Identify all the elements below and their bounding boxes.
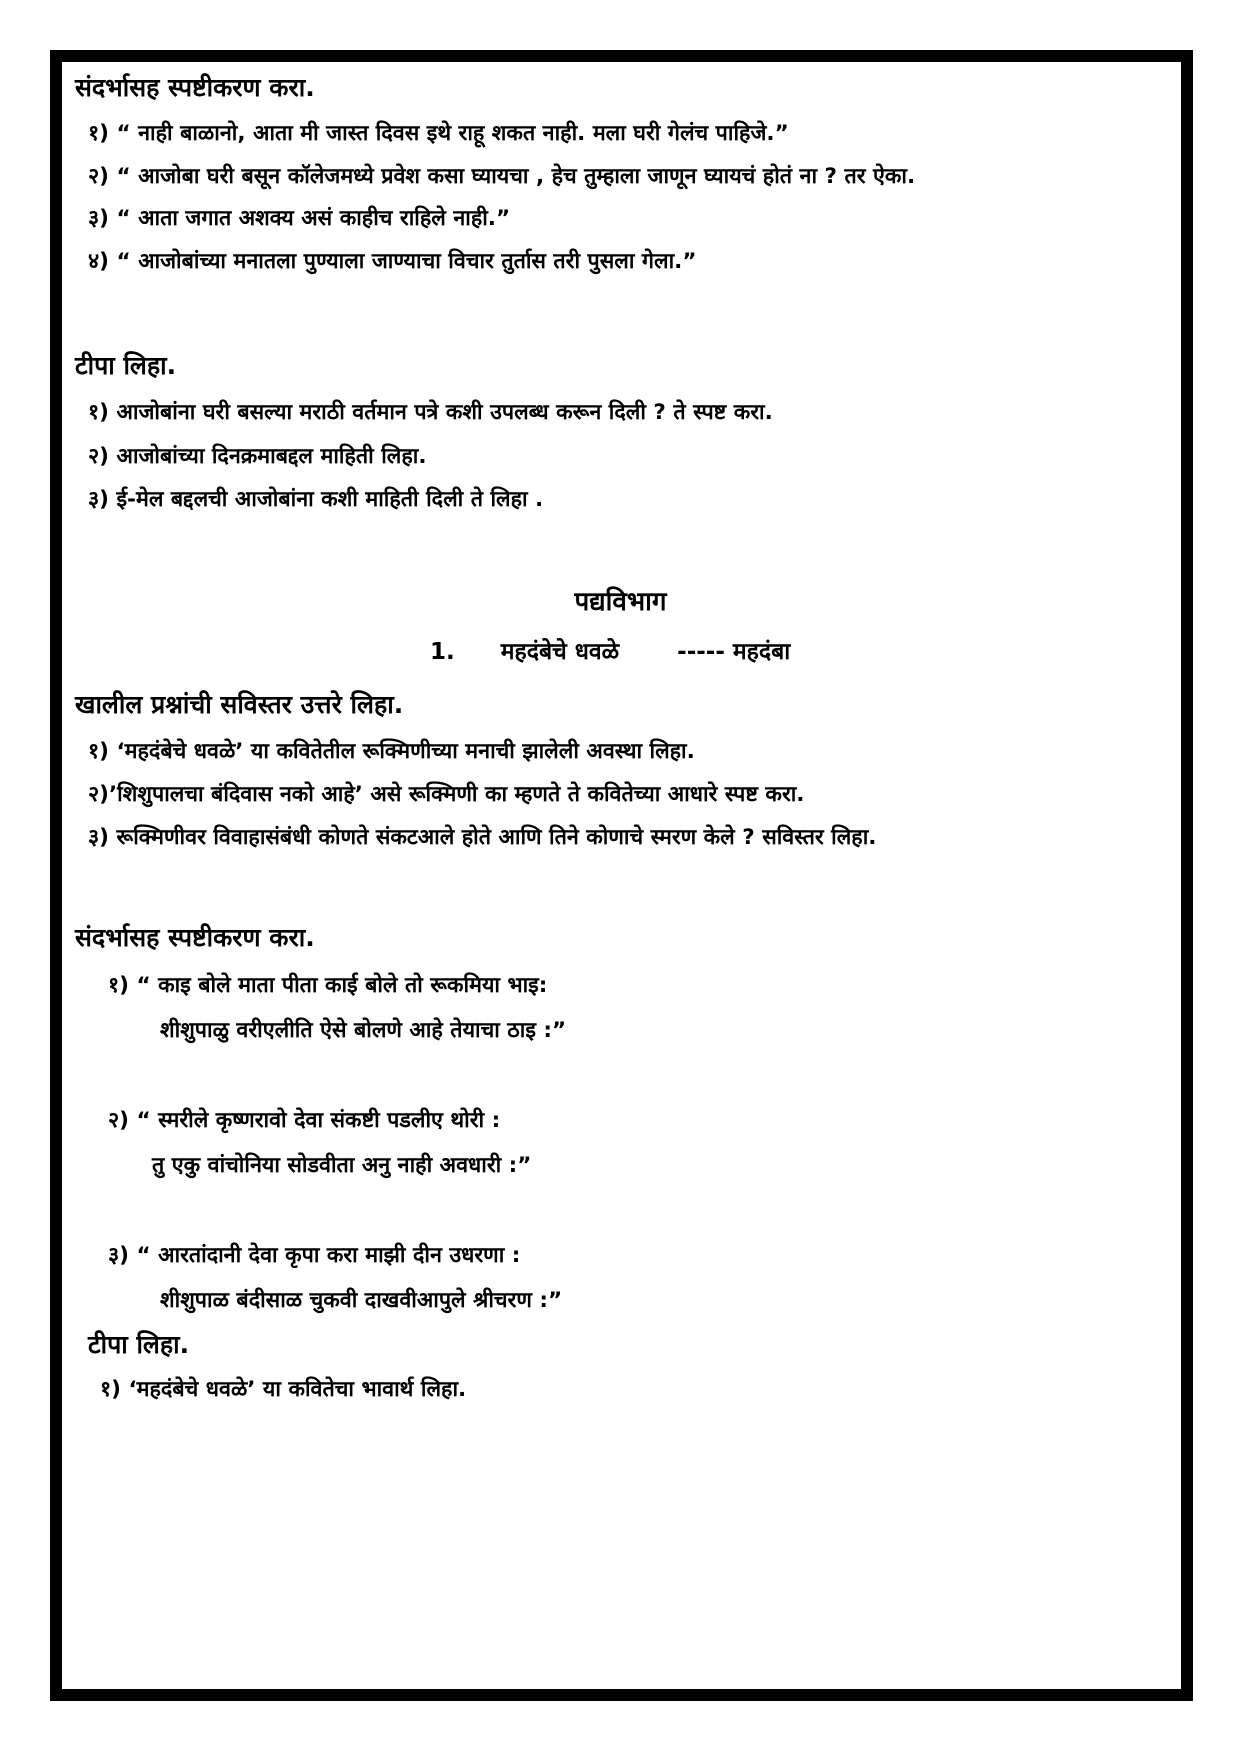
question-item: २) आजोबांच्या दिनक्रमाबद्दल माहिती लिहा. [88,444,427,469]
verse-line: तु एकु वांचोनिया सोडवीता अनु नाही अवधारी :” [152,1153,532,1178]
section-heading: संदर्भासह स्पष्टीकरण करा. [75,923,315,952]
question-item: २) “ आजोबा घरी बसून कॉलेजमध्ये प्रवेश कसा घ्यायचा , हेच तुम्हाला जाणून घ्यायचं होतं ना ? तर ऐका. [88,164,916,189]
question-item: १) आजोबांना घरी बसल्या मराठी वर्तमान पत्रे कशी उपलब्ध करून दिली ? ते स्पष्ट करा. [88,400,773,425]
verse-line: २) “ स्मरीले कृष्णरावो देवा संकष्टी पडलीए थोरी : [108,1108,501,1133]
question-item: ४) “ आजोबांच्या मनातला पुण्याला जाण्याचा विचार तुर्तास तरी पुसला गेला.” [88,249,697,274]
question-item: ३) “ आता जगात अशक्य असं काहीच राहिले नाही.” [88,206,511,231]
question-item: ३) ई-मेल बद्दलची आजोबांना कशी माहिती दिली ते लिहा . [88,487,544,512]
poetry-section-title: पद्यविभाग [574,587,667,617]
poem-number: 1. [430,639,455,665]
verse-line: शीशुपाळु वरीएलीति ऐसे बोलणे आहे तेयाचा ठाइ :” [160,1018,567,1043]
question-item: ३) रूक्मिणीवर विवाहासंबंधी कोणते संकटआले होते आणि तिने कोणाचे स्मरण केले ? सविस्तर लिहा. [88,825,877,850]
question-item: १) ‘महदंबेचे धवळे’ या कवितेतील रूक्मिणीच्या मनाची झालेली अवस्था लिहा. [88,739,695,764]
page-border [50,50,1193,1701]
poem-author: ----- महदंबा [677,639,791,665]
poem-heading [430,634,790,666]
section-heading: टीपा लिहा. [88,1330,190,1359]
question-item: १) ‘महदंबेचे धवळे’ या कवितेचा भावार्थ लिहा. [100,1377,467,1402]
verse-line: ३) “ आरतांदानी देवा कृपा करा माझी दीन उधरणा : [108,1243,521,1268]
verse-line: १) “ काइ बोले माता पीता काई बोले तो रूकमिया भाइ: [108,973,548,998]
question-item: १) “ नाही बाळानो, आता मी जास्त दिवस इथे राहू शकत नाही. मला घरी गेलंच पाहिजे.” [88,121,789,146]
poem-name: महदंबेचे धवळे [500,639,620,665]
question-item: २)’शिशुपालचा बंदिवास नको आहे’ असे रूक्मिणी का म्हणते ते कवितेच्या आधारे स्पष्ट करा. [88,782,805,807]
section-heading: टीपा लिहा. [75,351,177,380]
section-heading: खालील प्रश्नांची सविस्तर उत्तरे लिहा. [75,690,404,719]
verse-line: शीशुपाळ बंदीसाळ चुकवी दाखवीआपुले श्रीचरण :” [160,1288,563,1313]
section-heading: संदर्भासह स्पष्टीकरण करा. [75,73,315,102]
